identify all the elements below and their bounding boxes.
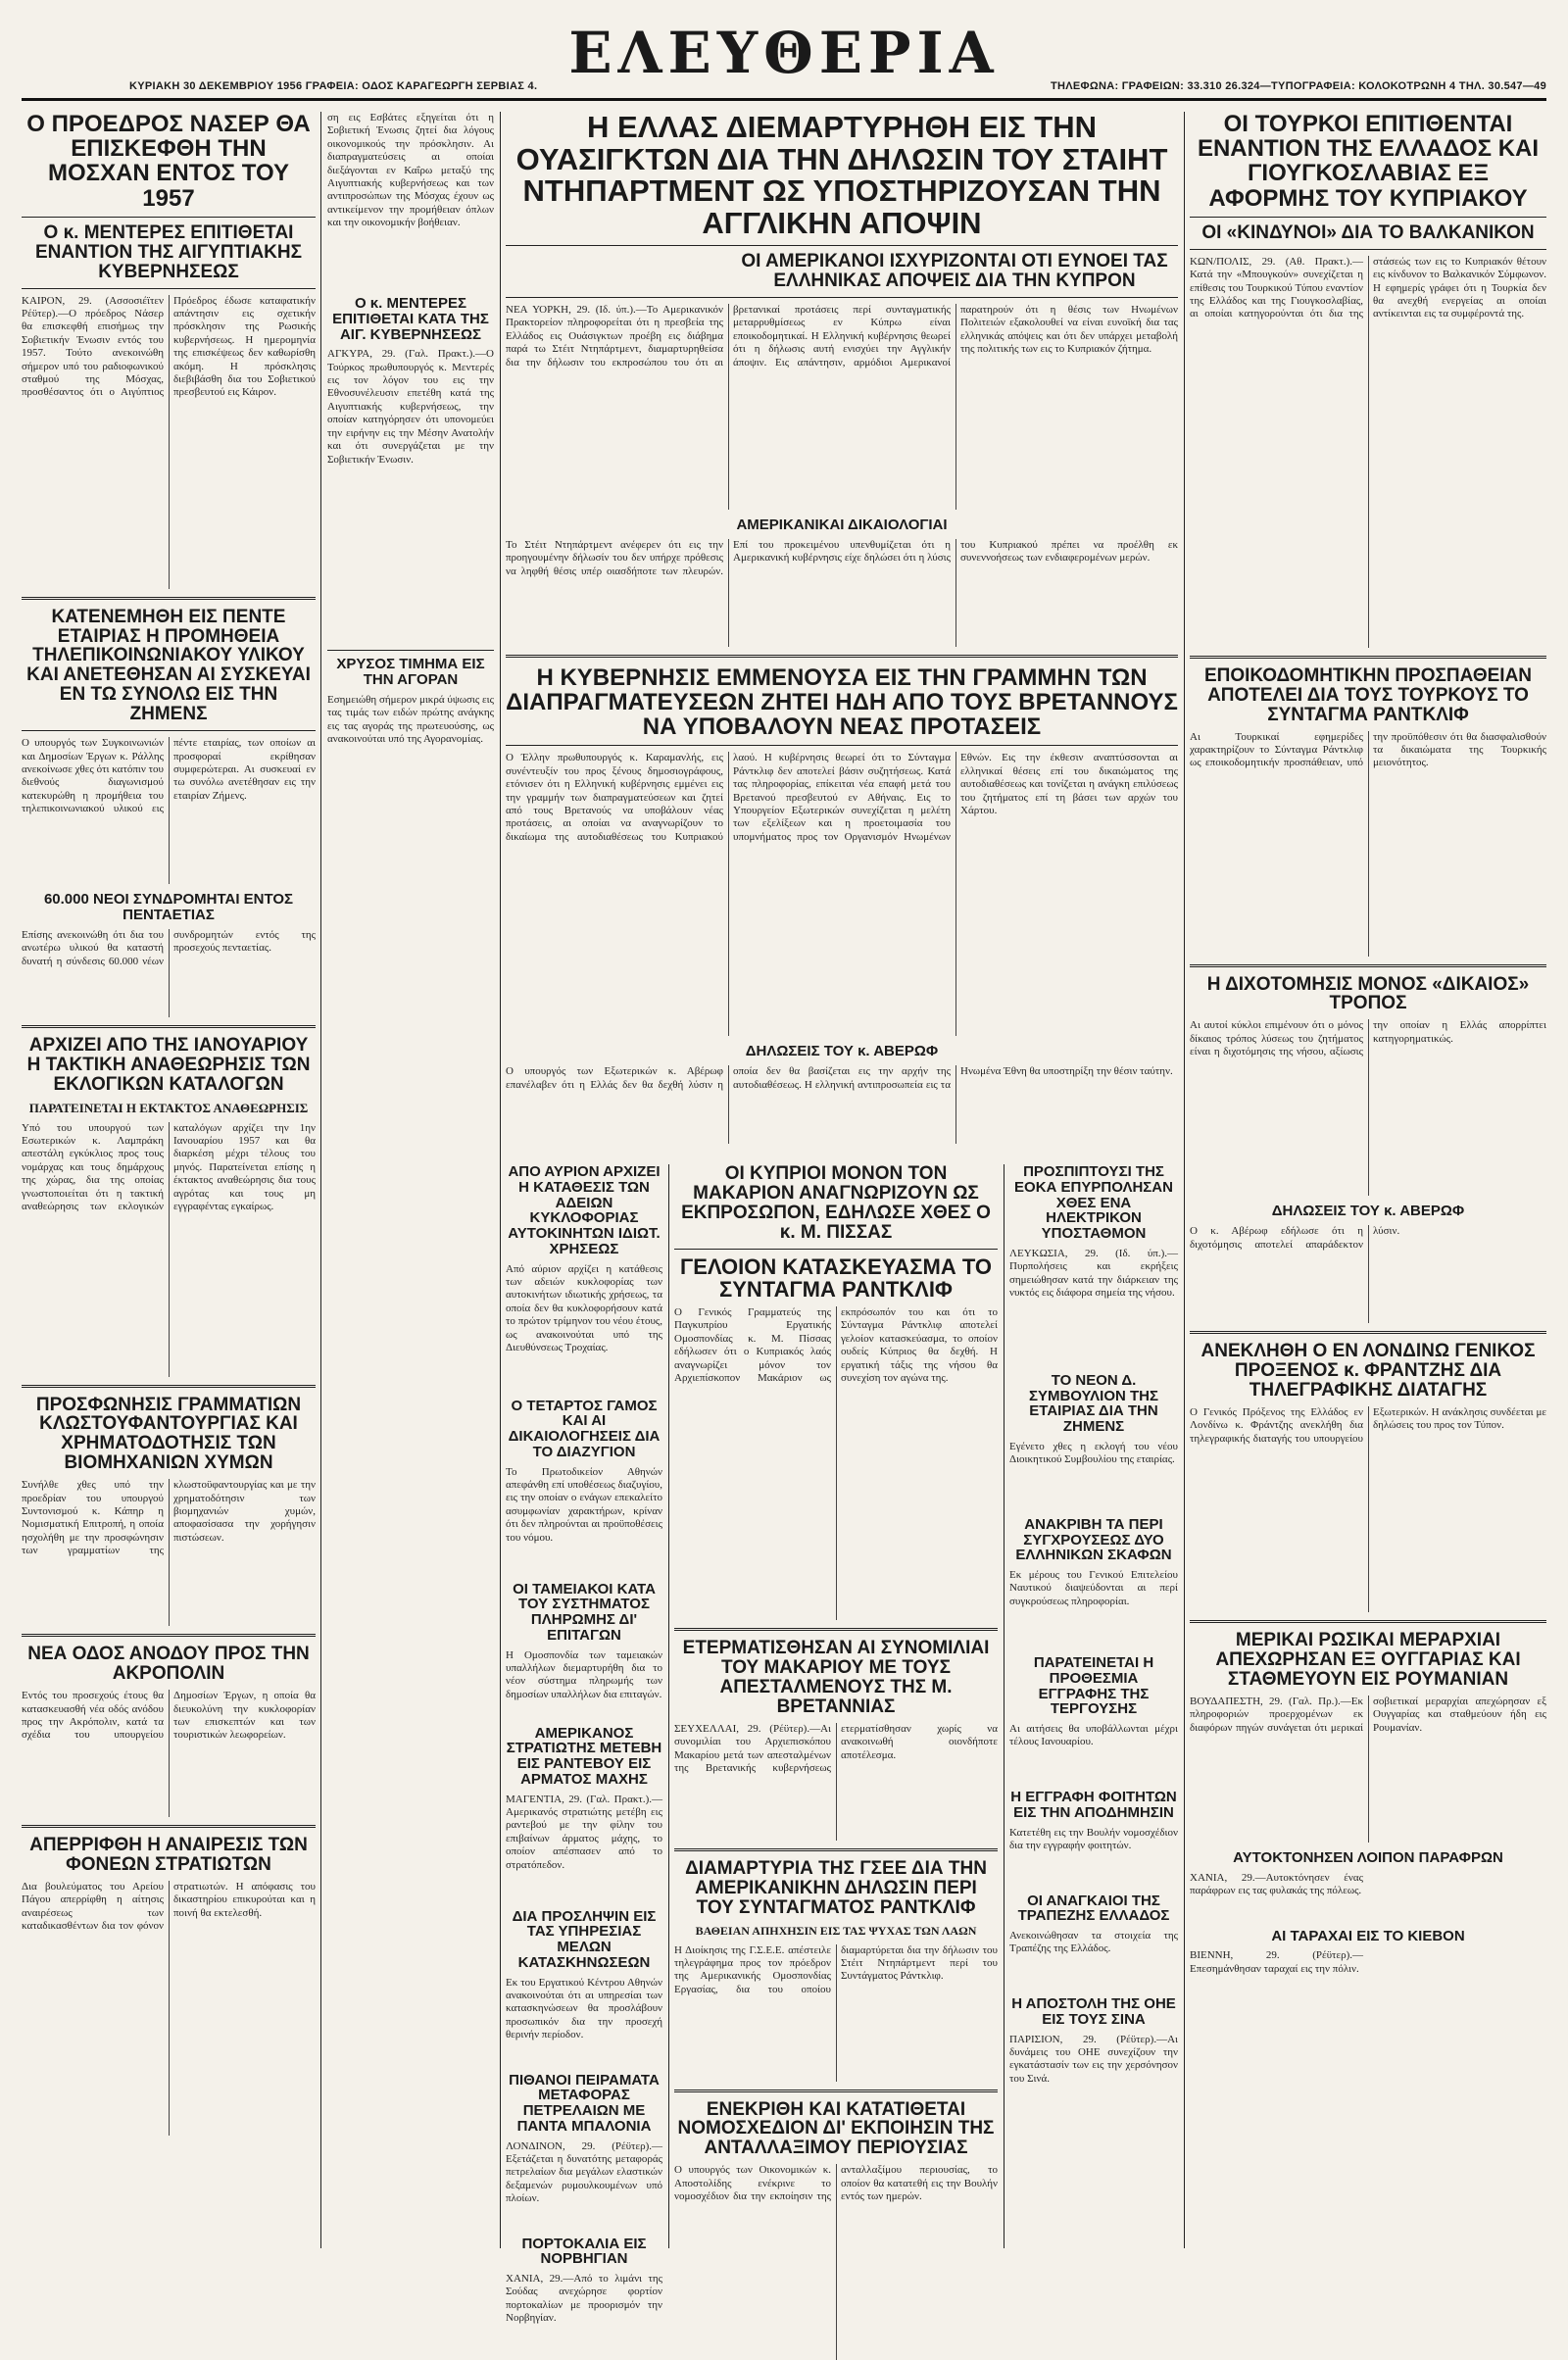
- headline: ΑΥΤΟΚΤΟΝΗΣΕΝ ΛΟΙΠΟΝ ΠΑΡΑΦΡΩΝ: [1233, 1848, 1503, 1866]
- headline: Ο κ. ΜΕΝΤΕΡΕΣ ΕΠΙΤΙΘΕΤΑΙ ΚΑΤΑ ΤΗΣ ΑΙΓ. ΚΥΒΕΡΝΗΣΕΩΣ: [332, 295, 489, 343]
- article-body: Εσημειώθη σήμερον μικρά ύψωσις εις τας τιμάς των ειδών πρώτης ανάγκης εις τας αγοράς της πρωτευούσης, ως ανακοινούται υπό της Αγορανομίας.: [327, 693, 494, 745]
- headline: Η ΑΠΟΣΤΟΛΗ ΤΗΣ ΟΗΕ ΕΙΣ ΤΟΥΣ ΣΙΝΑ: [1011, 1995, 1176, 2028]
- article-body: ΚΑΙΡΟΝ, 29. (Ασσοσιέϊτεν Ρέϋτερ).—Ο πρόεδρος Νάσερ θα επισκεφθή επισήμως την Σοβιετικήν Ένωσιν εντός του 1957. Τούτο ανεκοινώθη σήμερον υπό του ραδιοφωνικού σταθμού της Μόσχας, προσθέσαντος ότι ο Αιγύπτιος Πρόεδρος έδωσε καταφατικήν απάντησιν εις σχετικήν πρόσκλησιν της Ρωσικής κυβερνήσεως. Η ημερομηνία της επισκέψεως δεν καθωρίσθη ακόμη. Η πρόσκλησις διεβιβάσθη δια του Σοβιετικού πρεσβευτού εις Κάιρον.: [22, 294, 316, 399]
- article-body: Η Διοίκησις της Γ.Σ.Ε.Ε. απέστειλε τηλεγράφημα προς τον πρόεδρον της Αμερικανικής Ομοσπονδίας Εργασίας, δια του οποίου διαμαρτύρεται δια την δήλωσιν του Στέιτ Ντηπάρτμεντ περί του Συντάγματος Ράντκλιφ.: [674, 1943, 998, 1995]
- article-body: ΣΕΥΧΕΛΛΑΙ, 29. (Ρέϋτερ).—Αι συνομιλίαι του Αρχιεπισκόπου Μακαρίου μετά των απεσταλμένων της Βρετανικής κυβερνήσεως ετερματίσθησαν χωρίς να ανακοινωθή οιονδήποτε αποτέλεσμα.: [674, 1722, 998, 1774]
- article-body: Ο κ. Αβέρωφ εδήλωσε ότι η διχοτόμησις αποτελεί απαράδεκτον λύσιν.: [1190, 1225, 1400, 1251]
- article-continuation: ση εις Εσβάτες εξηγείται ότι η Σοβιετική Ένωσις ζητεί δια λόγους οικονομικούς την πρόσκλησιν. Αι διαπραγματεύσεις αι οποίαι διεξάγονται εν Καΐρω μεταξύ της Αιγυπτιακής κυβερνήσεως και των αντιπροσώπων της Μόσχας έχουν ως αντικείμενον την προμήθειαν όπλων και την οικονομικήν βοήθειαν.: [327, 112, 494, 229]
- article-body: ΛΟΝΔΙΝΟΝ, 29. (Ρέϋτερ).—Εξετάζεται η δυνατότης μεταφοράς πετρελαίων δια μεγάλων ελαστικών δεξαμενών ρυμουλκουμένων υπό πλοίων.: [506, 2139, 662, 2205]
- subheadline: Ο κ. ΜΕΝΤΕΡΕΣ ΕΠΙΤΙΘΕΤΑΙ ΕΝΑΝΤΙΟΝ ΤΗΣ ΑΙΓΥΠΤΙΑΚΗΣ ΚΥΒΕΡΝΗΣΕΩΣ: [34, 221, 303, 282]
- article-body: Συνήλθε χθες υπό την προεδρίαν του υπουργού Συντονισμού κ. Κάπηρ η Νομισματική Επιτροπή, η οποία ησχολήθη με την προσφώνησιν των γραμματίων της κλωστοϋφαντουργίας και με την χρηματοδότησιν των βιομηχανιών χυμών, αποφασίσασα την χορήγησιν πιστώσεων.: [22, 1479, 316, 1557]
- article-body: Εγένετο χθες η εκλογή του νέου Διοικητικού Συμβουλίου της εταιρίας.: [1009, 1440, 1178, 1466]
- article-body: Η Ομοσπονδία των ταμειακών υπαλλήλων διεμαρτυρήθη δια το νέον σύστημα πληρωμής των δημοσίων υπαλλήλων δια επιταγών.: [506, 1648, 662, 1700]
- article-body: ΛΕΥΚΩΣΙΑ, 29. (Ιδ. ύπ.).—Πυρπολήσεις και εκρήξεις σημειώθησαν κατά την διάρκειαν της νυκτός εις διάφορα σημεία της νήσου.: [1009, 1247, 1178, 1299]
- headline: ΕΝΕΚΡΙΘΗ ΚΑΙ ΚΑΤΑΤΙΘΕΤΑΙ ΝΟΜΟΣΧΕΔΙΟΝ ΔΙ' ΕΚΠΟΙΗΣΙΝ ΤΗΣ ΑΝΤΑΛΛΑΞΙΜΟΥ ΠΕΡΙΟΥΣΙΑΣ: [677, 2098, 995, 2159]
- headline: ΠΡΟΣΠΙΠΤΟΥΣΙ ΤΗΣ ΕΟΚΑ ΕΠΥΡΠΟΛΗΣΑΝ ΧΘΕΣ ΕΝΑ ΗΛΕΚΤΡΙΚΟΝ ΥΠΟΣΤΑΘΜΟΝ: [1014, 1163, 1173, 1242]
- headline: Ο ΤΕΤΑΡΤΟΣ ΓΑΜΟΣ ΚΑΙ ΑΙ ΔΙΚΑΙΟΛΟΓΗΣΕΙΣ ΔΙΑ ΤΟ ΔΙΑΖΥΓΙΟΝ: [508, 1397, 661, 1460]
- article-electoral: [22, 1036, 316, 1377]
- column-rule: [668, 1164, 669, 2248]
- article-appeal: [22, 1836, 316, 2136]
- column-1: [22, 112, 316, 2248]
- main-subheadline: ΟΙ ΑΜΕΡΙΚΑΝΟΙ ΙΣΧΥΡΙΖΟΝΤΑΙ ΟΤΙ ΕΥΝΟΕΙ ΤΑΣ ΕΛΛΗΝΙΚΑΣ ΑΠΟΨΕΙΣ ΔΙΑ ΤΗΝ ΚΥΠΡΟΝ: [741, 251, 1168, 292]
- averof-headline: ΔΗΛΩΣΕΙΣ ΤΟΥ κ. ΑΒΕΡΩΦ: [745, 1043, 939, 1060]
- article-body: ΒΙΕΝΝΗ, 29. (Ρέϋτερ).—Επεσημάνθησαν ταραχαί εις την πόλιν.: [1190, 1949, 1363, 1975]
- article-body: ΒΟΥΔΑΠΕΣΤΗ, 29. (Γαλ. Πρ.).—Εκ πληροφοριών προερχομένων εκ διαφόρων πηγών συνάγεται ότι μερικαί σοβιετικαί μεραρχίαι απεχώρησαν εξ Ουγγαρίας και σταθμεύουν ήδη εις Ρουμανίαν.: [1190, 1695, 1546, 1734]
- article-body: Ο Γενικός Γραμματεύς της Παγκυπρίου Εργατικής Ομοσπονδίας κ. Μ. Πίσσας εδήλωσεν ότι ο Κυπριακός λαός αναγνωρίζει μόνον τον Αρχιεπίσκοπον Μακάριον ως εκπρόσωπόν του και ότι το Σύνταγμα Ράντκλιφ αποτελεί γελοίον κατασκεύασμα, το οποίον ουδείς Κύπριος θα δεχθή. Η εργατική τάξις της νήσου θα συνεχίση τον αγώνα της.: [674, 1305, 998, 1384]
- article-body: Ο υπουργός των Συγκοινωνιών και Δημοσίων Έργων κ. Ράλλης ανεκοίνωσε χθες ότι κατόπιν του διεθνούς διαγωνισμού κατεκυρώθη η προμήθεια του τηλεπικοινωνιακού υλικού εις πέντε εταιρίας, των οποίων αι προσφοραί εκρίθησαν συμφερώτεραι. Αι συσκευαί εν τω συνόλω ανετέθησαν εις την εταιρίαν Ζήμενς.: [22, 737, 316, 815]
- article-body: Ο Γενικός Πρόξενος της Ελλάδος εν Λονδίνω κ. Φράντζης ανεκλήθη δια τηλεγραφικής διαταγής του υπουργείου Εξωτερικών. Η ανάκλησις συνδέεται με δηλώσεις του προς τον Τύπον.: [1190, 1405, 1546, 1445]
- subheadline: ΒΑΘΕΙΑΝ ΑΠΗΧΗΣΙΝ ΕΙΣ ΤΑΣ ΨΥΧΑΣ ΤΩΝ ΛΑΩΝ: [695, 1923, 977, 1938]
- subheadline: ΓΕΛΟΙΟΝ ΚΑΤΑΣΚΕΥΑΣΜΑ ΤΟ ΣΥΝΤΑΓΜΑ ΡΑΝΤΚΛΙΦ: [680, 1254, 992, 1302]
- headline: ΑΙ ΤΑΡΑΧΑΙ ΕΙΣ ΤΟ ΚΙΕΒΟΝ: [1271, 1927, 1465, 1944]
- article-body: Ο υπουργός των Οικονομικών κ. Αποστολίδης ενέκρινε το νομοσχέδιον δια την εκποίησιν της ανταλλαξίμου περιουσίας, το οποίον θα κατατεθή εις την Βουλήν εντός των ημερών.: [674, 2164, 998, 2203]
- government-body: Ο Έλλην πρωθυπουργός κ. Καραμανλής, εις συνέντευξίν του προς ξένους δημοσιογράφους, ετόνισεν ότι η Ελληνική κυβέρνησις εμμένει εις την γραμμήν των διαπραγματεύσεων και ζητεί από τους Βρετανούς να υποβάλουν νέας προτάσεις, αι οποίαι να αναγνωρίζουν το δικαίωμα της αυτοδιαθέσεως του Κυπριακού λαού. Η κυβέρνησις θεωρεί ότι το Σύνταγμα Ράντκλιφ δεν αποτελεί βάσιν συζητήσεως. Κατά τας πληροφορίας, επίκειται νέα επαφή μετά του Βρετανού πρεσβευτού εν Αθήναις. Εις το Υπουργείον Εξωτερικών συνεχίζεται η μελέτη των εξελίξεων και η προετοιμασία του υπομνήματος προς τον Οργανισμόν Ηνωμένων Εθνών. Εις την έκθεσιν αναπτύσσονται αι ελληνικαί θέσεις επί του δικαιώματος της αυτοδιαθέσεως και τονίζεται η ανάγκη επιλύσεως του ζητήματος επί τη βάσει των αρχών του Χάρτου.: [506, 752, 1178, 843]
- article-textile: [22, 1396, 316, 1627]
- article-body: Δια βουλεύματος του Αρείου Πάγου απερρίφθη η αίτησις αναιρέσεως των καταδικασθέντων δια τον φόνον στρατιωτών. Η απόφασις του δικαστηρίου επικυρούται και η ποινή θα εκτελεσθή.: [22, 1881, 316, 1933]
- article-body: ΜΑΓΕΝΤΙΑ, 29. (Γαλ. Πρακτ.).—Αμερικανός στρατιώτης μετέβη εις ραντεβού με την φίλην του επιβαίνων άρματος μάχης, το οποίον απέσπασεν από το στρατόπεδον.: [506, 1793, 662, 1871]
- article-body: Αι Τουρκικαί εφημερίδες χαρακτηρίζουν το Σύνταγμα Ράντκλιφ ως εποικοδομητικήν προσπάθειαν, υπό την προϋπόθεσιν ότι θα διασφαλισθούν τα δικαιώματα της Τουρκικής μειονότητος.: [1190, 730, 1546, 769]
- headline: ΑΝΑΚΡΙΒΗ ΤΑ ΠΕΡΙ ΣΥΓΧΡΟΥΣΕΩΣ ΔΥΟ ΕΛΛΗΝΙΚΩΝ ΣΚΑΦΩΝ: [1015, 1515, 1172, 1564]
- headline: ΑΜΕΡΙΚΑΝΟΣ ΣΤΡΑΤΙΩΤΗΣ ΜΕΤΕΒΗ ΕΙΣ ΡΑΝΤΕΒΟΥ ΕΙΣ ΑΡΜΑΤΟΣ ΜΑΧΗΣ: [506, 1724, 662, 1788]
- article-body: Εκ μέρους του Γενικού Επιτελείου Ναυτικού διαψεύδονται αι περί συγκρούσεως πληροφορίαι.: [1009, 1569, 1178, 1607]
- article-body: ΑΓΚΥΡΑ, 29. (Γαλ. Πρακτ.).—Ο Τούρκος πρωθυπουργός κ. Μεντερές εις τον λόγον του εις την Εθνοσυνέλευσιν επετέθη κατά της Αιγυπτιακής κυβερνήσεως, την οποίαν κατηγόρησεν ότι υπονομεύει την ειρήνην εις την Μέσην Ανατολήν και ότι συνεργάζεται με την Σοβιετικήν Ένωσιν.: [327, 348, 494, 466]
- article-body: ΠΑΡΙΣΙΟΝ, 29. (Ρέϋτερ).—Αι δυνάμεις του ΟΗΕ συνεχίζουν την εγκατάστασίν των εις την χερσόνησον του Σινά.: [1009, 2033, 1178, 2085]
- headline: ΑΝΕΚΛΗΘΗ Ο ΕΝ ΛΟΝΔΙΝΩ ΓΕΝΙΚΟΣ ΠΡΟΞΕΝΟΣ κ. ΦΡΑΝΤΖΗΣ ΔΙΑ ΤΗΛΕΓΡΑΦΙΚΗΣ ΔΙΑΤΑΓΗΣ: [1200, 1341, 1536, 1401]
- article-body: Ανεκοινώθησαν τα στοιχεία της Τραπέζης της Ελλάδος.: [1009, 1930, 1178, 1955]
- headline: ΕΠΟΙΚΟΔΟΜΗΤΙΚΗΝ ΠΡΟΣΠΑΘΕΙΑΝ ΑΠΟΤΕΛΕΙ ΔΙΑ ΤΟΥΣ ΤΟΥΡΚΟΥΣ ΤΟ ΣΥΝΤΑΓΜΑ ΡΑΝΤΚΛΙΦ: [1203, 664, 1533, 725]
- article-body: Εντός του προσεχούς έτους θα κατασκευασθή νέα οδός ανόδου προς την Ακρόπολιν, κατά τα σχέδια του υπουργείου Δημοσίων Έργων, η οποία θα διευκολύνη την κυκλοφορίαν των επισκεπτών και των τουριστικών λεωφορείων.: [22, 1690, 316, 1742]
- column-5: [1009, 1164, 1178, 2248]
- averof-body: Ο υπουργός των Εξωτερικών κ. Αβέρωφ επανέλαβεν ότι η Ελλάς δεν θα δεχθή λύσιν η οποία δεν θα βασίζεται εις την αρχήν της αυτοδιαθέσεως. Η ελληνική αντιπροσωπεία εις τα Ηνωμένα Έθνη θα υποστηρίξη την θέσιν ταύτην.: [506, 1065, 1173, 1091]
- column-6: [1190, 112, 1546, 2248]
- headline: ΕΤΕΡΜΑΤΙΣΘΗΣΑΝ ΑΙ ΣΥΝΟΜΙΛΙΑΙ ΤΟΥ ΜΑΚΑΡΙΟΥ ΜΕ ΤΟΥΣ ΑΠΕΣΤΑΛΜΕΝΟΥΣ ΤΗΣ Μ. ΒΡΕΤΑΝΝΙΑΣ: [682, 1637, 990, 1717]
- article-body: ΚΩΝ/ΠΟΛΙΣ, 29. (Αθ. Πρακτ.).—Κατά την «Μπουγκούν» συνεχίζεται η επίθεσις του Τουρκικού Τύπου εναντίον της Ελλάδος και της Γιουγκοσλαβίας, αι οποίαι κατηγορούνται ότι δια της στάσεώς των εις το Κυπριακόν θέτουν εις κίνδυνον το Βαλκανικόν Σύμφωνον. Η εφημερίς γράφει ότι η Τουρκία δεν θα ανεχθή ενεργείας αι οποίαι αντίκεινται εις τα συμφέροντά της.: [1190, 255, 1546, 320]
- headline: ΚΑΤΕΝΕΜΗΘΗ ΕΙΣ ΠΕΝΤΕ ΕΤΑΙΡΙΑΣ Η ΠΡΟΜΗΘΕΙΑ ΤΗΛΕΠΙΚΟΙΝΩΝΙΑΚΟΥ ΥΛΙΚΟΥ ΚΑΙ ΑΝΕΤΕΘΗΣΑΝ ΑΙ ΣΥΣΚΕΥΑΙ ΕΝ ΤΩ ΣΥΝΟΛΩ ΕΙΣ ΤΗΝ ΖΗΜΕΝΣ: [26, 606, 311, 725]
- column-rule: [500, 112, 501, 2248]
- article-body: Αι αυτοί κύκλοι επιμένουν ότι ο μόνος δίκαιος τρόπος λύσεως του ζητήματος είναι η διχοτόμησις της νήσου, αξίωσις την οποίαν η Ελλάς απορρίπτει κατηγορηματικώς.: [1190, 1019, 1546, 1058]
- headline: ΔΗΛΩΣΕΙΣ ΤΟΥ κ. ΑΒΕΡΩΦ: [1271, 1203, 1465, 1220]
- headline: ΑΠΕΡΡΙΦΘΗ Η ΑΝΑΙΡΕΣΙΣ ΤΩΝ ΦΟΝΕΩΝ ΣΤΡΑΤΙΩΤΩΝ: [29, 1835, 308, 1876]
- article-body: Το Πρωτοδικείον Αθηνών απεφάνθη επί υποθέσεως διαζυγίου, εις την οποίαν ο ενάγων επεκαλείτο ασυμφωνίαν χαρακτήρων, κρίναν ότι δεν πληρούνται αι προϋποθέσεις του νόμου.: [506, 1465, 662, 1544]
- newspaper-title: ΕΛΕΥΘΕΡΙΑ: [568, 20, 1000, 86]
- article-body: ΧΑΝΙΑ, 29.—Από το λιμάνι της Σούδας ανεχώρησε φορτίον πορτοκαλίων με προορισμόν την Νορβηγίαν.: [506, 2273, 662, 2325]
- article-acropolis: [22, 1645, 316, 1817]
- article-body: Από αύριον αρχίζει η κατάθεσις των αδειών κυκλοφορίας των αυτοκινήτων ιδιωτικής χρήσεως, τα οποία δεν θα κυκλοφορήσουν κατά το πρώτον τρίμηνον του νέου έτους, ως ανακοινούται υπό της Διευθύνσεως Τροχαίας.: [506, 1262, 662, 1353]
- headline: Ο ΠΡΟΕΔΡΟΣ ΝΑΣΕΡ ΘΑ ΕΠΙΣΚΕΦΘΗ ΤΗΝ ΜΟΣΧΑΝ ΕΝΤΟΣ ΤΟΥ 1957: [26, 111, 311, 212]
- main-headline: Η ΕΛΛΑΣ ΔΙΕΜΑΡΤΥΡΗΘΗ ΕΙΣ ΤΗΝ ΟΥΑΣΙΓΚΤΩΝ ΔΙΑ ΤΗΝ ΔΗΛΩΣΙΝ ΤΟΥ ΣΤΑΙΗΤ ΝΤΗΠΑΡΤΜΕΝΤ ΩΣ ΥΠΟΣΤΗΡΙΖΟΥΣΑΝ ΤΗΝ ΑΓΓΛΙΚΗΝ ΑΠΟΨΙΝ: [515, 110, 1168, 240]
- headline: Η ΔΙΧΟΤΟΜΗΣΙΣ ΜΟΝΟΣ «ΔΙΚΑΙΟΣ» ΤΡΟΠΟΣ: [1206, 973, 1530, 1014]
- main-story: [506, 112, 1178, 1152]
- subheadline: 60.000 ΝΕΟΙ ΣΥΝΔΡΟΜΗΤΑΙ ΕΝΤΟΣ ΠΕΝΤΑΕΤΙΑΣ: [43, 891, 294, 923]
- headline: ΔΙΑΜΑΡΤΥΡΙΑ ΤΗΣ ΓΣΕΕ ΔΙΑ ΤΗΝ ΑΜΕΡΙΚΑΝΙΚΗΝ ΔΗΛΩΣΙΝ ΠΕΡΙ ΤΟΥ ΣΥΝΤΑΓΜΑΤΟΣ ΡΑΝΤΚΛΙΦ: [685, 1857, 987, 1918]
- headline: ΤΟ ΝΕΟΝ Δ. ΣΥΜΒΟΥΛΙΟΝ ΤΗΣ ΕΤΑΙΡΙΑΣ ΔΙΑ ΤΗΝ ΖΗΜΕΝΣ: [1028, 1371, 1159, 1435]
- article-body: Υπό του υπουργού των Εσωτερικών κ. Λαμπράκη απεστάλη εγκύκλιος προς τους νομάρχας και τους δημάρχους της χώρας, δια της οποίας γνωστοποιείται ότι η τακτική αναθεώρησις των εκλογικών καταλόγων αρχίζει την 1ην Ιανουαρίου 1957 και θα διαρκέση μέχρι τέλους του μηνός. Παρατείνεται επίσης η έκτακτος αναθεώρησις δια τους αγρότας και τους μη εγγραφέντας εγκαίρως.: [22, 1121, 316, 1212]
- headline: ΧΡΥΣΟΣ ΤΙΜΗΜΑ ΕΙΣ ΤΗΝ ΑΓΟΡΑΝ: [336, 656, 485, 688]
- headline: ΑΠΟ ΑΥΡΙΟΝ ΑΡΧΙΖΕΙ Η ΚΑΤΑΘΕΣΙΣ ΤΩΝ ΑΔΕΙΩΝ ΚΥΚΛΟΦΟΡΙΑΣ ΑΥΤΟΚΙΝΗΤΩΝ ΙΔΙΩΤ. ΧΡΗΣΕΩΣ: [508, 1163, 661, 1257]
- article-nasser: [22, 112, 316, 589]
- headline: ΟΙ ΤΟΥΡΚΟΙ ΕΠΙΤΙΘΕΝΤΑΙ ΕΝΑΝΤΙΟΝ ΤΗΣ ΕΛΛΑΔΟΣ ΚΑΙ ΓΙΟΥΓΚΟΣΛΑΒΙΑΣ ΕΞ ΑΦΟΡΜΗΣ ΤΟΥ ΚΥΠΡΙΑΚΟΥ: [1197, 111, 1540, 212]
- article-body: Εκ του Εργατικού Κέντρου Αθηνών ανακοινούται ότι αι υπηρεσίαι των κατασκηνώσεων θα προσλάβουν προσωπικόν δια την προσεχή θερινήν περίοδον.: [506, 1976, 662, 2041]
- article-telecom: [22, 608, 316, 1017]
- subheadline: ΟΙ «ΚΙΝΔΥΝΟΙ» ΔΙΑ ΤΟ ΒΑΛΚΑΝΙΚΟΝ: [1201, 221, 1535, 243]
- main-story-body: ΝΕΑ ΥΟΡΚΗ, 29. (Ιδ. ύπ.).—Το Αμερικανικόν Πρακτορείον πληροφορείται ότι η πρεσβεία της Ελλάδος εις Ουάσιγκτων προέβη εις διάβημα παρά τω Στέιτ Ντηπάρτμεντ, διαμαρτυρηθείσα δια την δήλωσιν του εκπροσώπου του ότι αι βρετανικαί προτάσεις περί συνταγματικής μεταρρυθμίσεως εν Κύπρω είναι εποικοδομητικαί. Η Ελληνική κυβέρνησις θεωρεί ότι η δήλωσις αυτή ενισχύει την Αγγλικήν άποψιν. Εις απάντησιν, αρμόδιοι Αμερικανοί παρατηρούν ότι η θέσις των Ηνωμένων Πολιτειών εξακολουθεί να είναι ευνοϊκή δια τας ελληνικάς απόψεις και ότι δεν υπάρχει μεταβολή της πολιτικής των εις το Κυπριακόν ζήτημα.: [506, 304, 1178, 369]
- headline: ΠΟΡΤΟΚΑΛΙΑ ΕΙΣ ΝΟΡΒΗΓΙΑΝ: [521, 2235, 647, 2268]
- main-story-box-title: ΑΜΕΡΙΚΑΝΙΚΑΙ ΔΙΚΑΙΟΛΟΓΙΑΙ: [736, 516, 948, 534]
- column-rule: [1184, 112, 1185, 2248]
- headline: ΝΕΑ ΟΔΟΣ ΑΝΟΔΟΥ ΠΡΟΣ ΤΗΝ ΑΚΡΟΠΟΛΙΝ: [27, 1644, 310, 1685]
- headline: ΟΙ ΚΥΠΡΙΟΙ ΜΟΝΟΝ ΤΟΝ ΜΑΚΑΡΙΟΝ ΑΝΑΓΝΩΡΙΖΟΥΝ ΩΣ ΕΚΠΡΟΣΩΠΟΝ, ΕΔΗΛΩΣΕ ΧΘΕΣ Ο κ. Μ. ΠΙΣΣΑΣ: [681, 1163, 991, 1243]
- headline: ΟΙ ΑΝΑΓΚΑΙΟΙ ΤΗΣ ΤΡΑΠΕΖΗΣ ΕΛΛΑΔΟΣ: [1017, 1892, 1170, 1925]
- masthead-phones: ΤΗΛΕΦΩΝΑ: ΓΡΑΦΕΙΩΝ: 33.310 26.324—ΤΥΠΟΓΡΑΦΕΙΑ: ΚΟΛΟΚΟΤΡΩΝΗ 4 ΤΗΛ. 30.547—49: [1050, 80, 1546, 92]
- headline: ΠΡΟΣΦΩΝΗΣΙΣ ΓΡΑΜΜΑΤΙΩΝ ΚΛΩΣΤΟΥΦΑΝΤΟΥΡΓΙΑΣ ΚΑΙ ΧΡΗΜΑΤΟΔΟΤΗΣΙΣ ΤΩΝ ΒΙΟΜΗΧΑΝΙΩΝ ΧΥΜΩΝ: [35, 1394, 302, 1474]
- headline: ΠΑΡΑΤΕΙΝΕΤΑΙ Η ΠΡΟΘΕΣΜΙΑ ΕΓΓΡΑΦΗΣ ΤΗΣ ΤΕΡΓΟΥΣΗΣ: [1033, 1654, 1154, 1718]
- headline: ΟΙ ΤΑΜΕΙΑΚΟΙ ΚΑΤΑ ΤΟΥ ΣΥΣΤΗΜΑΤΟΣ ΠΛΗΡΩΜΗΣ ΔΙ' ΕΠΙΤΑΓΩΝ: [513, 1580, 656, 1644]
- newspaper-page: [22, 18, 1546, 2325]
- column-2: [327, 112, 494, 2248]
- headline: ΑΡΧΙΖΕΙ ΑΠΟ ΤΗΣ ΙΑΝΟΥΑΡΙΟΥ Η ΤΑΚΤΙΚΗ ΑΝΑΘΕΩΡΗΣΙΣ ΤΩΝ ΕΚΛΟΓΙΚΩΝ ΚΑΤΑΛΟΓΩΝ: [26, 1034, 311, 1095]
- masthead-date-address: ΚΥΡΙΑΚΗ 30 ΔΕΚΕΜΒΡΙΟΥ 1956 ΓΡΑΦΕΙΑ: ΟΔΟΣ ΚΑΡΑΓΕΩΡΓΗ ΣΕΡΒΙΑΣ 4.: [129, 80, 538, 92]
- article-body: Αι αιτήσεις θα υποβάλλωνται μέχρι τέλους Ιανουαρίου.: [1009, 1723, 1178, 1748]
- main-story-box-body: Το Στέιτ Ντηπάρτμεντ ανέφερεν ότι εις την προηγουμένην δήλωσίν του δεν υπήρχε πρόθεσις να ληφθή θέσις υπέρ οιασδήποτε των πλευρών. Επί του προκειμένου υπενθυμίζεται ότι η Αμερικανική κυβέρνησις είχε δηλώσει ότι η λύσις του Κυπριακού πρέπει να προέλθη εκ συνεννοήσεως των ενδιαφερομένων μερών.: [506, 538, 1178, 577]
- headline: Η ΕΓΓΡΑΦΗ ΦΟΙΤΗΤΩΝ ΕΙΣ ΤΗΝ ΑΠΟΔΗΜΗΣΙΝ: [1010, 1789, 1177, 1821]
- headline: ΔΙΑ ΠΡΟΣΛΗΨΙΝ ΕΙΣ ΤΑΣ ΥΠΗΡΕΣΙΑΣ ΜΕΛΩΝ ΚΑΤΑΣΚΗΝΩΣΕΩΝ: [512, 1907, 657, 1971]
- government-headline: Η ΚΥΒΕΡΝΗΣΙΣ ΕΜΜΕΝΟΥΣΑ ΕΙΣ ΤΗΝ ΓΡΑΜΜΗΝ ΤΩΝ ΔΙΑΠΡΑΓΜΑΤΕΥΣΕΩΝ ΖΗΤΕΙ ΗΔΗ ΑΠΟ ΤΟΥΣ ΒΡΕΤΑΝΝΟΥΣ ΝΑ ΥΠΟΒΑΛΟΥΝ ΝΕΑΣ ΠΡΟΤΑΣΕΙΣ: [506, 664, 1178, 741]
- subheadline: ΠΑΡΑΤΕΙΝΕΤΑΙ Η ΕΚΤΑΚΤΟΣ ΑΝΑΘΕΩΡΗΣΙΣ: [28, 1100, 309, 1115]
- headline: ΠΙΘΑΝΟΙ ΠΕΙΡΑΜΑΤΑ ΜΕΤΑΦΟΡΑΣ ΠΕΤΡΕΛΑΙΩΝ ΜΕ ΠΑΝΤΑ ΜΠΑΛΟΝΙΑ: [509, 2071, 660, 2135]
- article-body: ΧΑΝΙΑ, 29.—Αυτοκτόνησεν ένας παράφρων εις τας φυλακάς της πόλεως.: [1190, 1871, 1363, 1896]
- masthead: [22, 18, 1546, 101]
- headline: ΜΕΡΙΚΑΙ ΡΩΣΙΚΑΙ ΜΕΡΑΡΧΙΑΙ ΑΠΕΧΩΡΗΣΑΝ ΕΞ ΟΥΓΓΑΡΙΑΣ ΚΑΙ ΣΤΑΘΜΕΥΟΥΝ ΕΙΣ ΡΟΥΜΑΝΙΑΝ: [1215, 1629, 1521, 1690]
- article-body: Επίσης ανεκοινώθη ότι δια του ανωτέρω υλικού θα καταστή δυνατή η σύνδεσις 60.000 νέων συνδρομητών εντός της προσεχούς πενταετίας.: [22, 928, 316, 967]
- article-body: Κατετέθη εις την Βουλήν νομοσχέδιον δια την εγγραφήν φοιτητών.: [1009, 1826, 1178, 1851]
- column-rule: [320, 112, 321, 2248]
- column-3: [506, 1163, 662, 2325]
- column-4: [674, 1164, 998, 2248]
